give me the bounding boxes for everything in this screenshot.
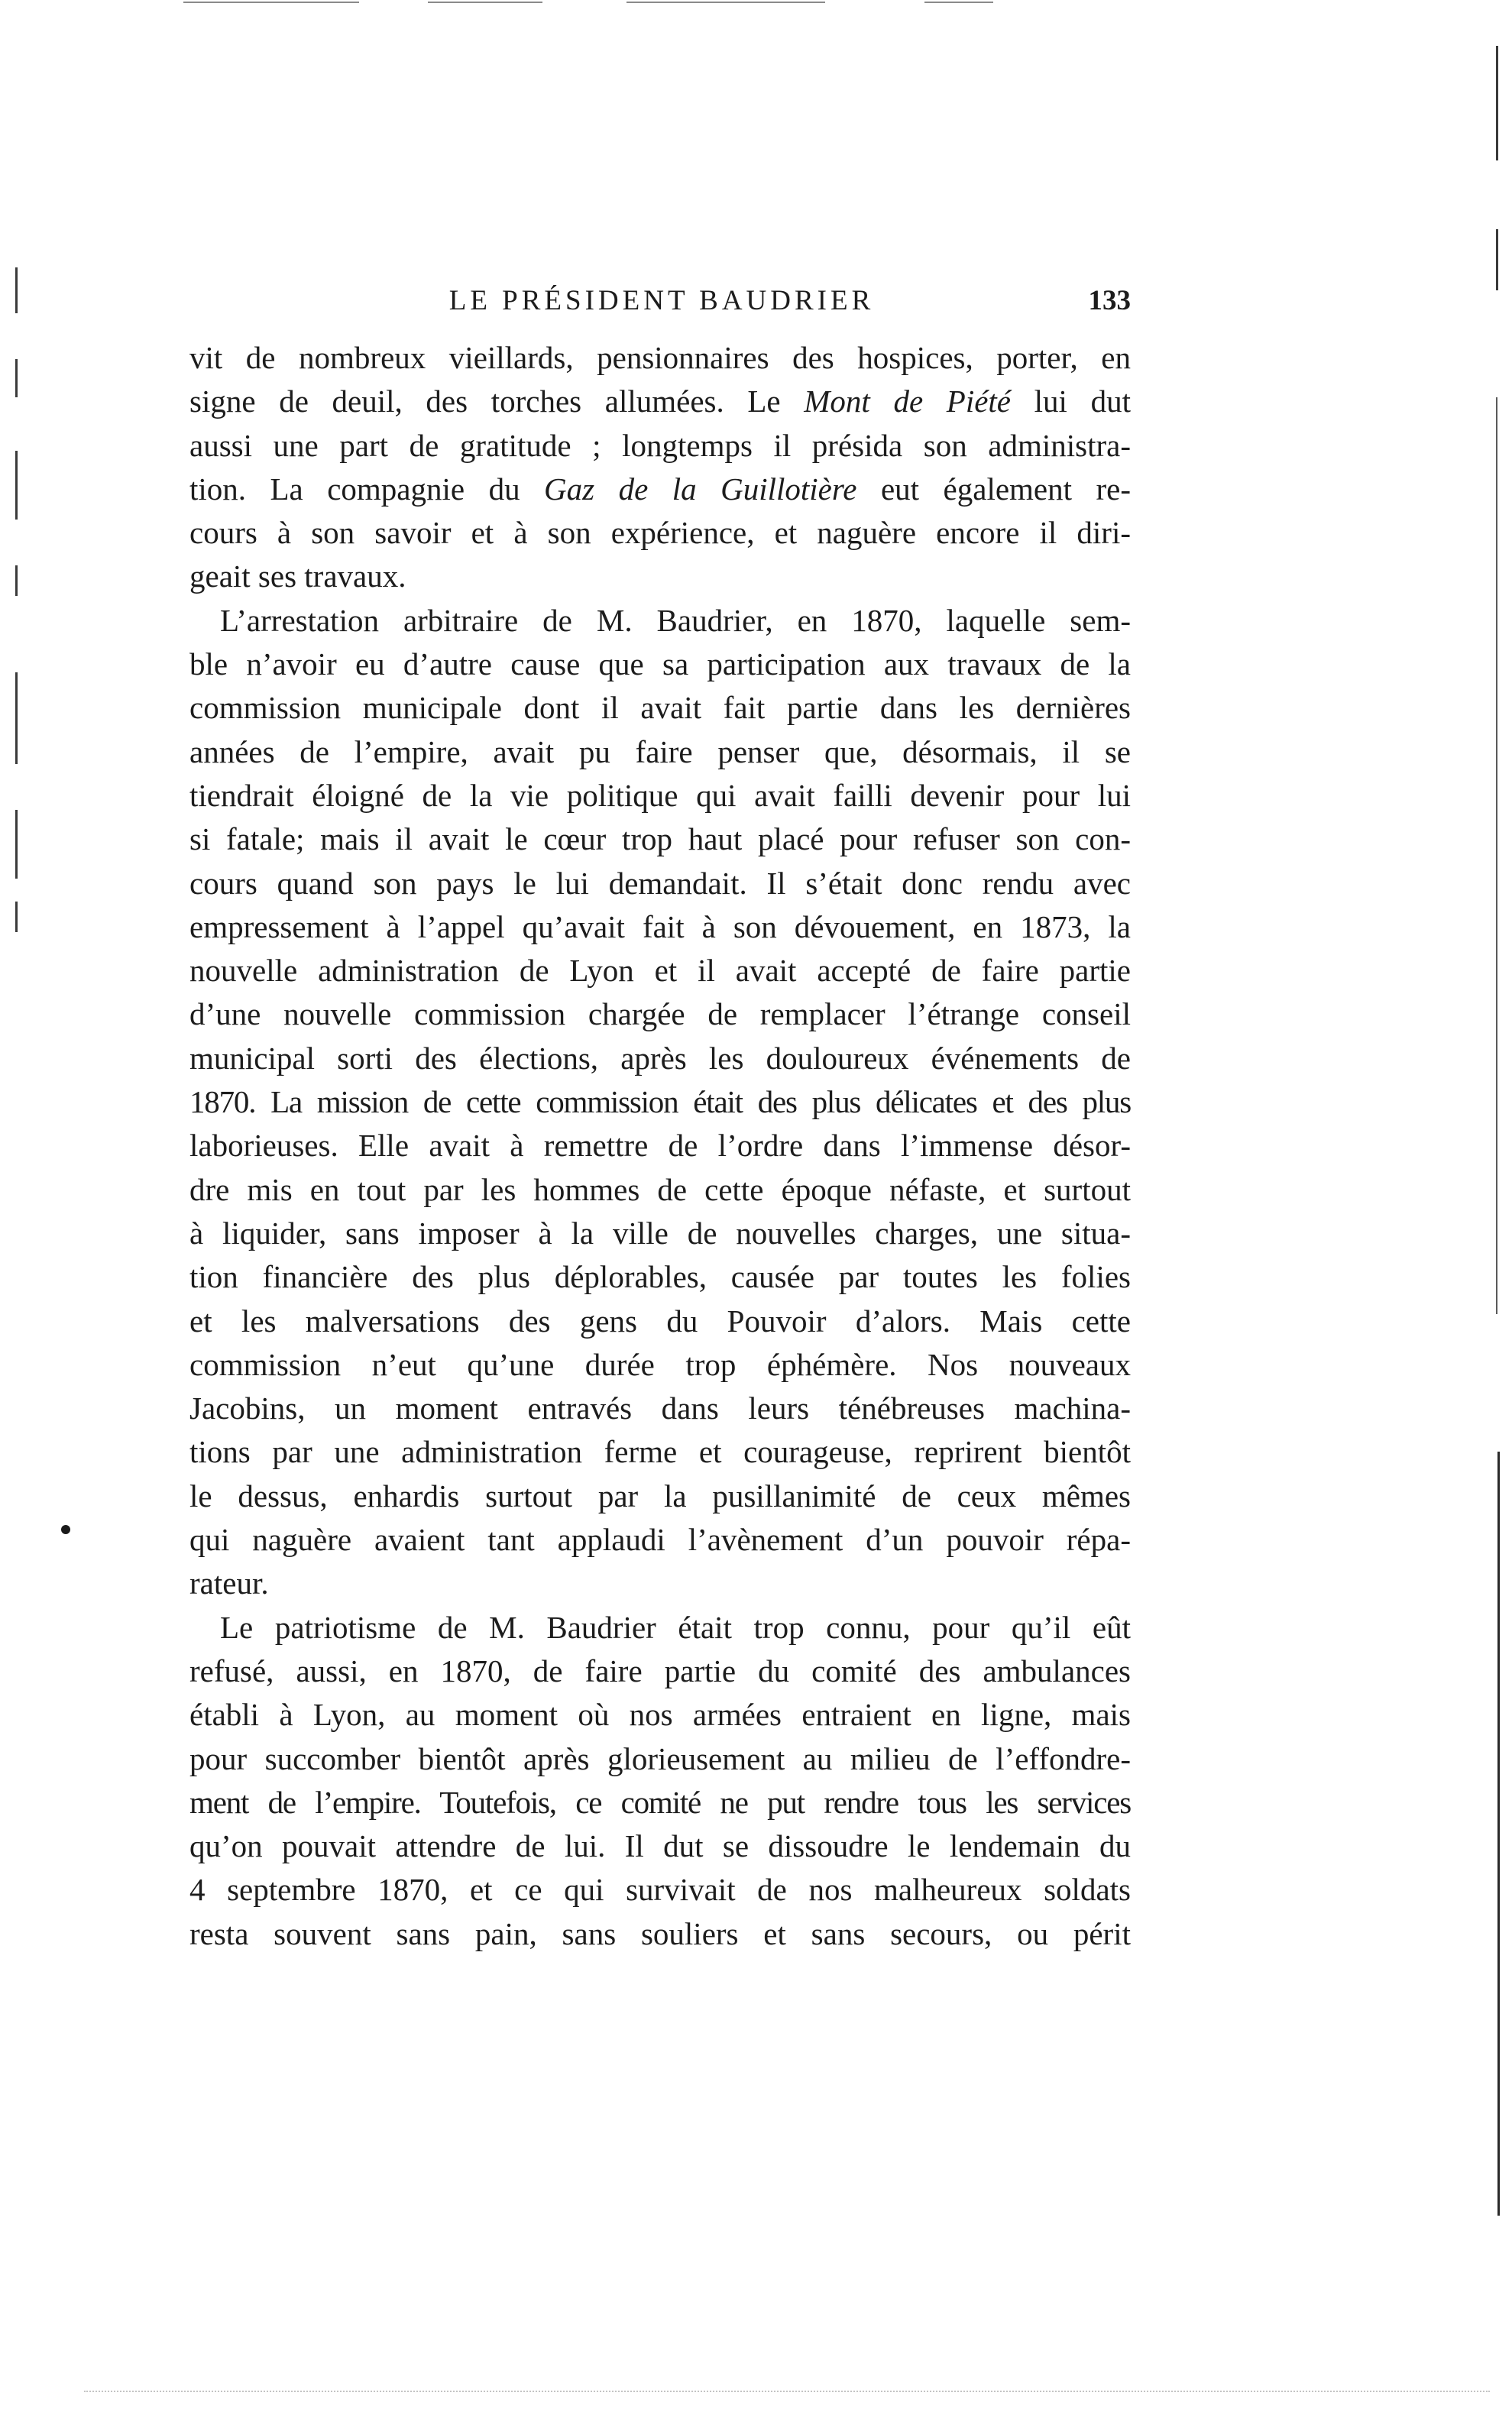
text-line: tion. La compagnie du Gaz de la Guillotière eut également re- (189, 471, 1131, 507)
text-line: établi à Lyon, au moment où nos armées entraient en ligne, mais (189, 1697, 1131, 1733)
text-line: dre mis en tout par les hommes de cette époque néfaste, et surtout (189, 1171, 1131, 1207)
text-line: resta souvent sans pain, sans souliers et sans secours, ou périt (189, 1915, 1131, 1951)
text-line: et les malversations des gens du Pouvoir d’alors. Mais cette (189, 1303, 1131, 1339)
scan-left-edge-mark (15, 451, 18, 520)
paragraph-first-line: L’arrestation arbitraire de M. Baudrier, en 1870, laquelle sem- (220, 602, 1131, 638)
text-line: tion financière des plus déplorables, causée par toutes les folies (189, 1259, 1131, 1295)
scan-left-edge-mark (15, 565, 18, 596)
running-title: LE PRÉSIDENT BAUDRIER (448, 285, 875, 316)
scan-left-edge-mark (15, 902, 18, 932)
ink-speck (61, 1525, 70, 1534)
page-number: 133 (1088, 285, 1131, 316)
text-line: qu’on pouvait attendre de lui. Il dut se dissoudre le lendemain du (189, 1828, 1131, 1864)
text-line: cours quand son pays le lui demandait. Il s’était donc rendu avec (189, 865, 1131, 901)
text-line: à liquider, sans imposer à la ville de nouvelles charges, une situa- (189, 1215, 1131, 1251)
scan-top-rule (924, 2, 993, 3)
text-line: années de l’empire, avait pu faire penser que, désormais, il se (189, 733, 1131, 769)
text-line: cours à son savoir et à son expérience, et naguère encore il diri- (189, 515, 1131, 551)
text-line: signe de deuil, des torches allumées. Le Mont de Piété lui dut (189, 384, 1131, 419)
text-line: ment de l’empire. Toutefois, ce comité ne put rendre tous les services (189, 1784, 1131, 1820)
text-line: si fatale; mais il avait le cœur trop haut placé pour refuser son con- (189, 821, 1131, 857)
text-line: tions par une administration ferme et courageuse, reprirent bientôt (189, 1434, 1131, 1470)
text-line: commission municipale dont il avait fait partie dans les dernières (189, 690, 1131, 726)
scan-bottom-dotted-line (84, 2391, 1490, 2395)
scan-right-edge-mark (1496, 397, 1497, 1314)
text-line: le dessus, enhardis surtout par la pusillanimité de ceux mêmes (189, 1478, 1131, 1514)
scan-top-rule (428, 2, 542, 3)
text-line: municipal sorti des élections, après les douloureux événements de (189, 1040, 1131, 1076)
running-header (193, 284, 1131, 330)
scan-left-edge-mark (15, 810, 18, 879)
text-line: d’une nouvelle commission chargée de remplacer l’étrange conseil (189, 996, 1131, 1032)
text-line: vit de nombreux vieillards, pensionnaires des hospices, porter, en (189, 340, 1131, 375)
text-line: empressement à l’appel qu’avait fait à son dévouement, en 1873, la (189, 908, 1131, 944)
text-line: laborieuses. Elle avait à remettre de l’ordre dans l’immense désor- (189, 1128, 1131, 1164)
text-line: Jacobins, un moment entravés dans leurs ténébreuses machina- (189, 1391, 1131, 1426)
italic-title: Mont de Piété (804, 384, 1012, 419)
text-line: refusé, aussi, en 1870, de faire partie du comité des ambulances (189, 1653, 1131, 1688)
text-line: 4 septembre 1870, et ce qui survivait de nos malheureux soldats (189, 1872, 1131, 1908)
scan-top-rule (626, 2, 825, 3)
text-line: aussi une part de gratitude ; longtemps il présida son administra- (189, 427, 1131, 463)
scan-right-edge-mark (1497, 1452, 1500, 2216)
scan-left-edge-mark (15, 672, 18, 764)
text-line: rateur. (189, 1565, 269, 1601)
scan-left-edge-mark (15, 359, 18, 397)
text-line: tiendrait éloigné de la vie politique qui avait failli devenir pour lui (189, 777, 1131, 813)
body-text (189, 336, 1131, 1956)
text-line: qui naguère avaient tant applaudi l’avènement d’un pouvoir répa- (189, 1522, 1131, 1558)
text-line: pour succomber bientôt après glorieusement au milieu de l’effondre- (189, 1740, 1131, 1776)
paragraph-first-line: Le patriotisme de M. Baudrier était trop connu, pour qu’il eût (220, 1609, 1131, 1645)
text-line: ble n’avoir eu d’autre cause que sa participation aux travaux de la (189, 646, 1131, 682)
scan-right-edge-mark (1496, 46, 1498, 160)
text-line: commission n’eut qu’une durée trop éphémère. Nos nouveaux (189, 1346, 1131, 1382)
text-line: nouvelle administration de Lyon et il avait accepté de faire partie (189, 953, 1131, 989)
scan-right-edge-mark (1496, 229, 1498, 290)
text-line: 1870. La mission de cette commission était des plus délicates et des plus (189, 1084, 1131, 1120)
italic-title: Gaz de la Guillotière (544, 471, 857, 507)
scan-top-rule (183, 2, 359, 3)
text-line: geait ses travaux. (189, 558, 406, 594)
scan-left-edge-mark (15, 267, 18, 313)
